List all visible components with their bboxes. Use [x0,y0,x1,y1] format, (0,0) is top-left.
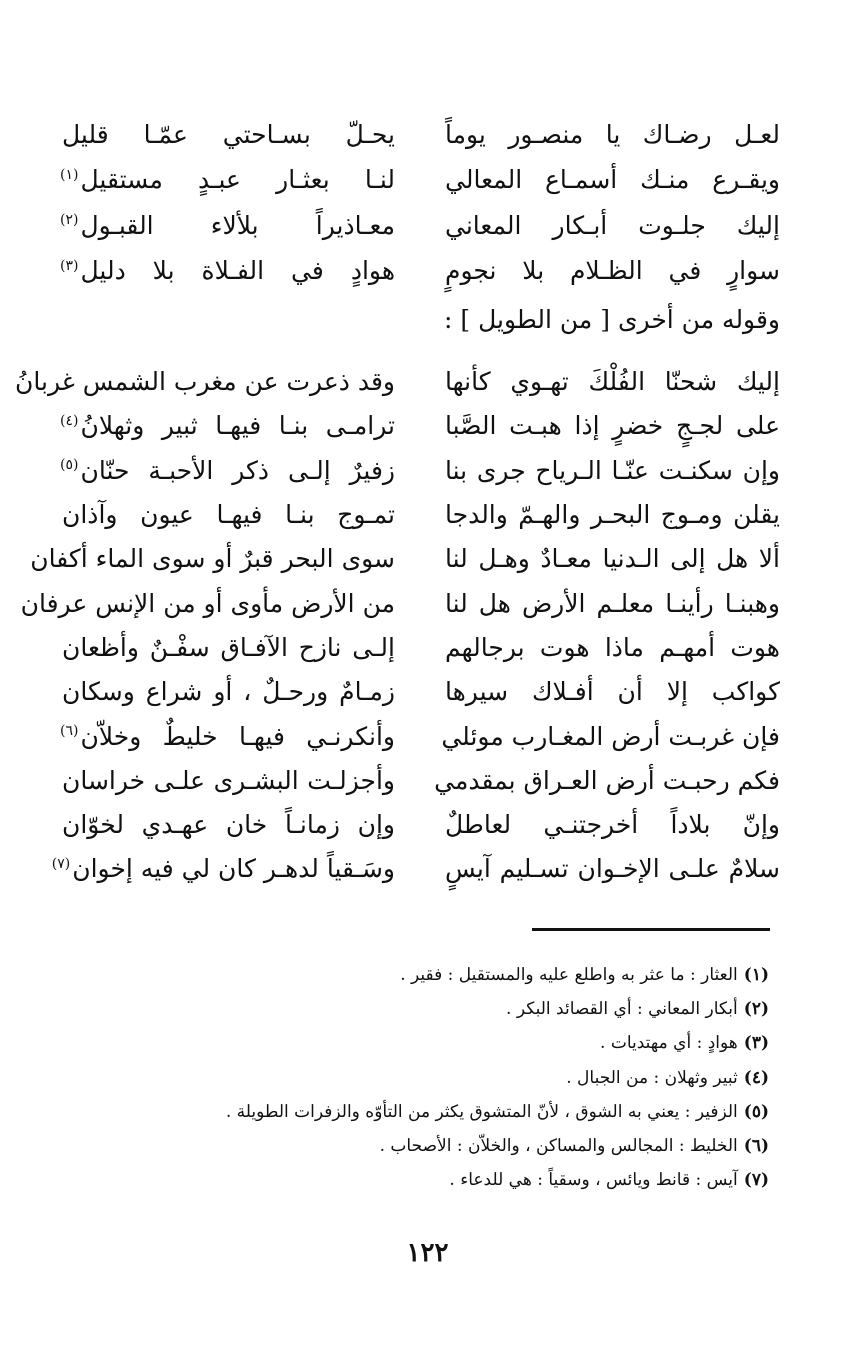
second-hemistich [60,633,395,663]
first-hemistich: سلامٌ علـى الإخـوان تسـليم آيسٍ [445,854,780,884]
verse-line [60,803,780,847]
footnote-number: (٢) [743,999,769,1020]
verse-line [60,670,780,714]
hemistich-text: وأجزلـت البشـرى علـى خراسان [62,765,395,795]
first-hemistich: وإن سكنـت عنّـا الـرياح جرى بنا [445,455,780,485]
second-hemistich [60,165,395,195]
hemistich-text: سوى البحر قبرٌ أو سوى الماء أكفان [30,544,395,574]
second-hemistich [60,120,395,150]
footnote [69,992,769,1026]
verse-line [60,493,780,537]
footnote-text: أبكار المعاني : أي القصائد البكر . [506,999,738,1020]
footnote-text: آيس : قانط ويائس ، وسقياً : هي للدعاء . [449,1170,738,1191]
second-hemistich [60,810,395,840]
first-hemistich: على لجـجٍ خضرٍ إذا هبـت الصَّبا [445,411,780,441]
footnote-ref: (٦) [60,723,79,740]
verse-line [60,158,780,204]
hemistich-text: إلـى نازح الآفـاق سفْـنٌ وأظعان [62,632,395,662]
hemistich-text: تمـوج بنـا فيهـا عيون وآذان [62,500,395,530]
verse-line [20,581,780,625]
footnote-number: (٦) [743,1135,769,1156]
hemistich-text: يحـلّ بسـاحتي عمّـا قليل [62,119,395,149]
first-hemistich: لعـل رضـاك يا منصـور يوماً [445,119,780,149]
second-hemistich [51,854,395,884]
footnote [69,1163,769,1197]
verse-line [51,847,780,891]
second-hemistich [60,411,395,441]
poem-2 [15,360,780,892]
second-hemistich [60,500,395,530]
second-hemistich [15,367,395,397]
verse-line [30,537,780,581]
footnote-ref: (٤) [60,413,79,430]
footnote-text: هوادٍ : أي مهتديات . [600,1033,738,1054]
verse-line [60,203,780,249]
poem-1 [60,112,780,294]
second-hemistich [60,456,395,486]
first-hemistich: ويقـرع منـك أسمـاع المعالي [445,165,780,195]
footnote-text: العثار : ما عثر به واطلع عليه والمستقيل : فقير . [400,965,738,985]
footnote-number: (١) [743,965,769,985]
footnote-text: ثبير وثهلان : من الجبال . [566,1067,738,1088]
footnote-ref: (٣) [60,257,79,274]
footnote-number: (٣) [743,1033,769,1054]
second-hemistich [60,256,395,286]
hemistich-text: وأنكرنـي فيهـا خليطٌ وخلاّن [80,721,395,751]
footnote-ref: (٧) [51,856,71,873]
footnote-ref: (١) [60,166,79,183]
first-hemistich: ألا هل إلى الـدنيا معـادٌ وهـل لنا [445,544,780,574]
hemistich-text: ترامـى بنـا فيهـا ثبير وثهلانُ [80,411,395,441]
hemistich-text: هوادٍ في الفـلاة بلا دليل [80,256,395,286]
hemistich-text: لنـا بعثـار عبـدٍ مستقيل [80,165,395,195]
first-hemistich: وإنّ بلاداً أخرجتنـي لعاطلٌ [445,810,780,840]
first-hemistich: هوت أمهـم ماذا هوت برجالهم [445,632,780,662]
footnote [69,1061,769,1095]
footnote-number: (٥) [743,1101,769,1122]
second-hemistich [60,211,395,241]
hemistich-text: زفيرٌ إلـى ذكر الأحبـة حنّان [80,455,395,485]
footnote [69,1095,769,1129]
footnote [69,1129,769,1163]
first-hemistich: فكم رحبـت أرض العـراق بمقدمي [434,765,780,795]
footnote-text: الخليط : المجالس والمساكن ، والخلاّن : الأصحاب . [379,1135,738,1156]
footnote-text: الزفير : يعني به الشوق ، لأنّ المتشوق يكثر من التأوّه والزفرات الطويلة . [225,1101,738,1122]
verse-line [60,449,780,493]
hemistich-text: معـاذيراً بلألاء القبـول [80,210,395,240]
second-hemistich [60,766,395,796]
first-hemistich: فإن غربـت أرض المغـارب موئلي [441,721,780,751]
verse-line [60,714,780,758]
verse-line [60,626,780,670]
footnote [69,1026,769,1060]
footnotes [69,958,769,1197]
hemistich-text: من الأرض مأوى أو من الإنس عرفان [20,588,395,618]
first-hemistich: وهبنـا رأينـا معلـم الأرض هل لنا [445,588,780,618]
verse-line [15,360,780,404]
footnote-number: (٧) [743,1170,769,1191]
second-hemistich [20,588,395,619]
footnote [69,958,769,992]
first-hemistich: سوارٍ في الظـلام بلا نجومٍ [445,256,780,286]
poem-intro: وقوله من أخرى [ من الطويل ] : [444,305,780,334]
second-hemistich [60,722,395,752]
hemistich-text: وقد ذعرت عن مغرب الشمس غربانُ [15,367,395,397]
footnote-separator [532,928,770,931]
hemistich-text: وسَـقياً لدهـر كان لي فيه إخوان [72,854,395,884]
verse-line [60,249,780,295]
first-hemistich: إليك جلـوت أبـكار المعاني [445,210,780,240]
footnote-number: (٤) [743,1067,769,1088]
first-hemistich: يقلن ومـوج البحـر والهـمّ والدجا [445,500,780,530]
hemistich-text: زمـامٌ ورحـلٌ ، أو شراع وسكان [62,677,395,707]
verse-line [60,112,780,158]
page-number: ١٢٢ [406,1238,449,1268]
footnote-ref: (٢) [60,212,79,229]
verse-line [60,404,780,448]
second-hemistich [30,544,395,574]
second-hemistich [60,677,395,707]
hemistich-text: وإن زمانـاً خان عهـدي لخوّان [62,810,395,840]
first-hemistich: إليك شحنّا الفُلْكَ تهـوي كأنها [445,367,780,397]
footnote-ref: (٥) [60,457,79,474]
verse-line [60,759,780,803]
first-hemistich: كواكب إلا أن أفـلاك سيرها [445,677,780,707]
